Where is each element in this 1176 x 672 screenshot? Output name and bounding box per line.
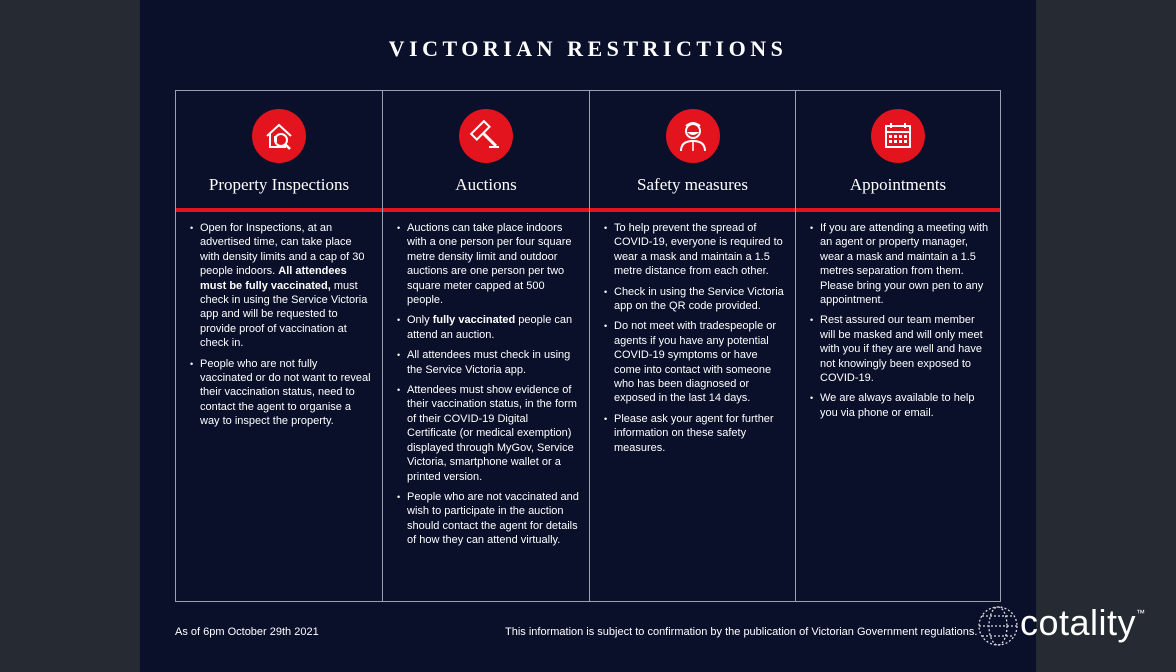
list-item: • All attendees must check in using the Service Victoria app. — [397, 348, 579, 377]
logo-wordmark: cotality™ — [1020, 602, 1146, 643]
column-heading: Auctions — [455, 175, 517, 194]
column-header — [796, 91, 1000, 209]
bullet-list — [810, 221, 990, 426]
list-item: • People who are not vaccinated and wish to participate in the auction should contact the agent for details of how they can attend virtually. — [397, 490, 579, 548]
list-item: • Check in using the Service Victoria app on the QR code provided. — [604, 285, 785, 314]
column-heading: Safety measures — [637, 175, 748, 194]
as-of-date: As of 6pm October 29th 2021 — [175, 626, 319, 638]
list-item: • Do not meet with tradespeople or agents if you have any potential COVID-19 symptoms or have come into contact with someone who has been diagnosed or exposed in the last 14 days. — [604, 319, 785, 405]
restrictions-table — [175, 90, 1001, 602]
bullet-list — [604, 221, 785, 461]
column-safety-measures — [589, 91, 795, 601]
bullet-list — [190, 221, 372, 435]
column-auctions — [382, 91, 589, 601]
list-item: • People who are not fully vaccinated or do not want to reveal their vaccination status, need to contact the agent to organise a way to inspect the property. — [190, 357, 372, 429]
column-appointments — [795, 91, 1000, 601]
list-item: • To help prevent the spread of COVID-19, everyone is required to wear a mask and maintain a 1.5 metre distance from each other. — [604, 221, 785, 279]
list-item: • Open for Inspections, at an advertised time, can take place with density limits and a cap of 30 people indoors. All attendees must be fully vaccinated, must check in using the Service Victoria app and will be requested to provide proof of vaccination at check in. — [190, 221, 372, 351]
column-header — [176, 91, 382, 209]
list-item: • We are always available to help you via phone or email. — [810, 391, 990, 420]
list-item: • Only fully vaccinated people can attend an auction. — [397, 313, 579, 342]
list-item: • Please ask your agent for further information on these safety measures. — [604, 412, 785, 455]
gavel-icon — [459, 109, 513, 163]
cotality-logo — [976, 600, 1156, 650]
house-search-icon — [252, 109, 306, 163]
list-item: • If you are attending a meeting with an agent or property manager, wear a mask and maintain a 1.5 metres separation from them. Please bring your own pen to any appointment. — [810, 221, 990, 307]
list-item: • Rest assured our team member will be masked and will only meet with you if they are well and have not knowingly been exposed to COVID-19. — [810, 313, 990, 385]
globe-icon — [976, 600, 1022, 650]
bullet-list — [397, 221, 579, 554]
calendar-icon — [871, 109, 925, 163]
disclaimer-text: This information is subject to confirmation by the publication of Victorian Government regulations. — [505, 626, 978, 638]
column-header — [383, 91, 589, 209]
page-title: VICTORIAN RESTRICTIONS — [388, 36, 788, 61]
column-heading: Appointments — [849, 175, 947, 194]
masked-person-icon — [666, 109, 720, 163]
restrictions-panel — [140, 0, 1036, 672]
list-item: • Attendees must show evidence of their vaccination status, in the form of their COVID-19 Digital Certificate (or medical exemption) displayed through MyGov, Service Victoria, smartphone wallet or a printed version. — [397, 383, 579, 484]
column-header — [590, 91, 795, 209]
column-heading: Property Inspections — [208, 175, 350, 194]
list-item: • Auctions can take place indoors with a one person per four square metre density limit and outdoor auctions are one person per two square meter capped at 500 people. — [397, 221, 579, 307]
column-property-inspections — [176, 91, 382, 601]
